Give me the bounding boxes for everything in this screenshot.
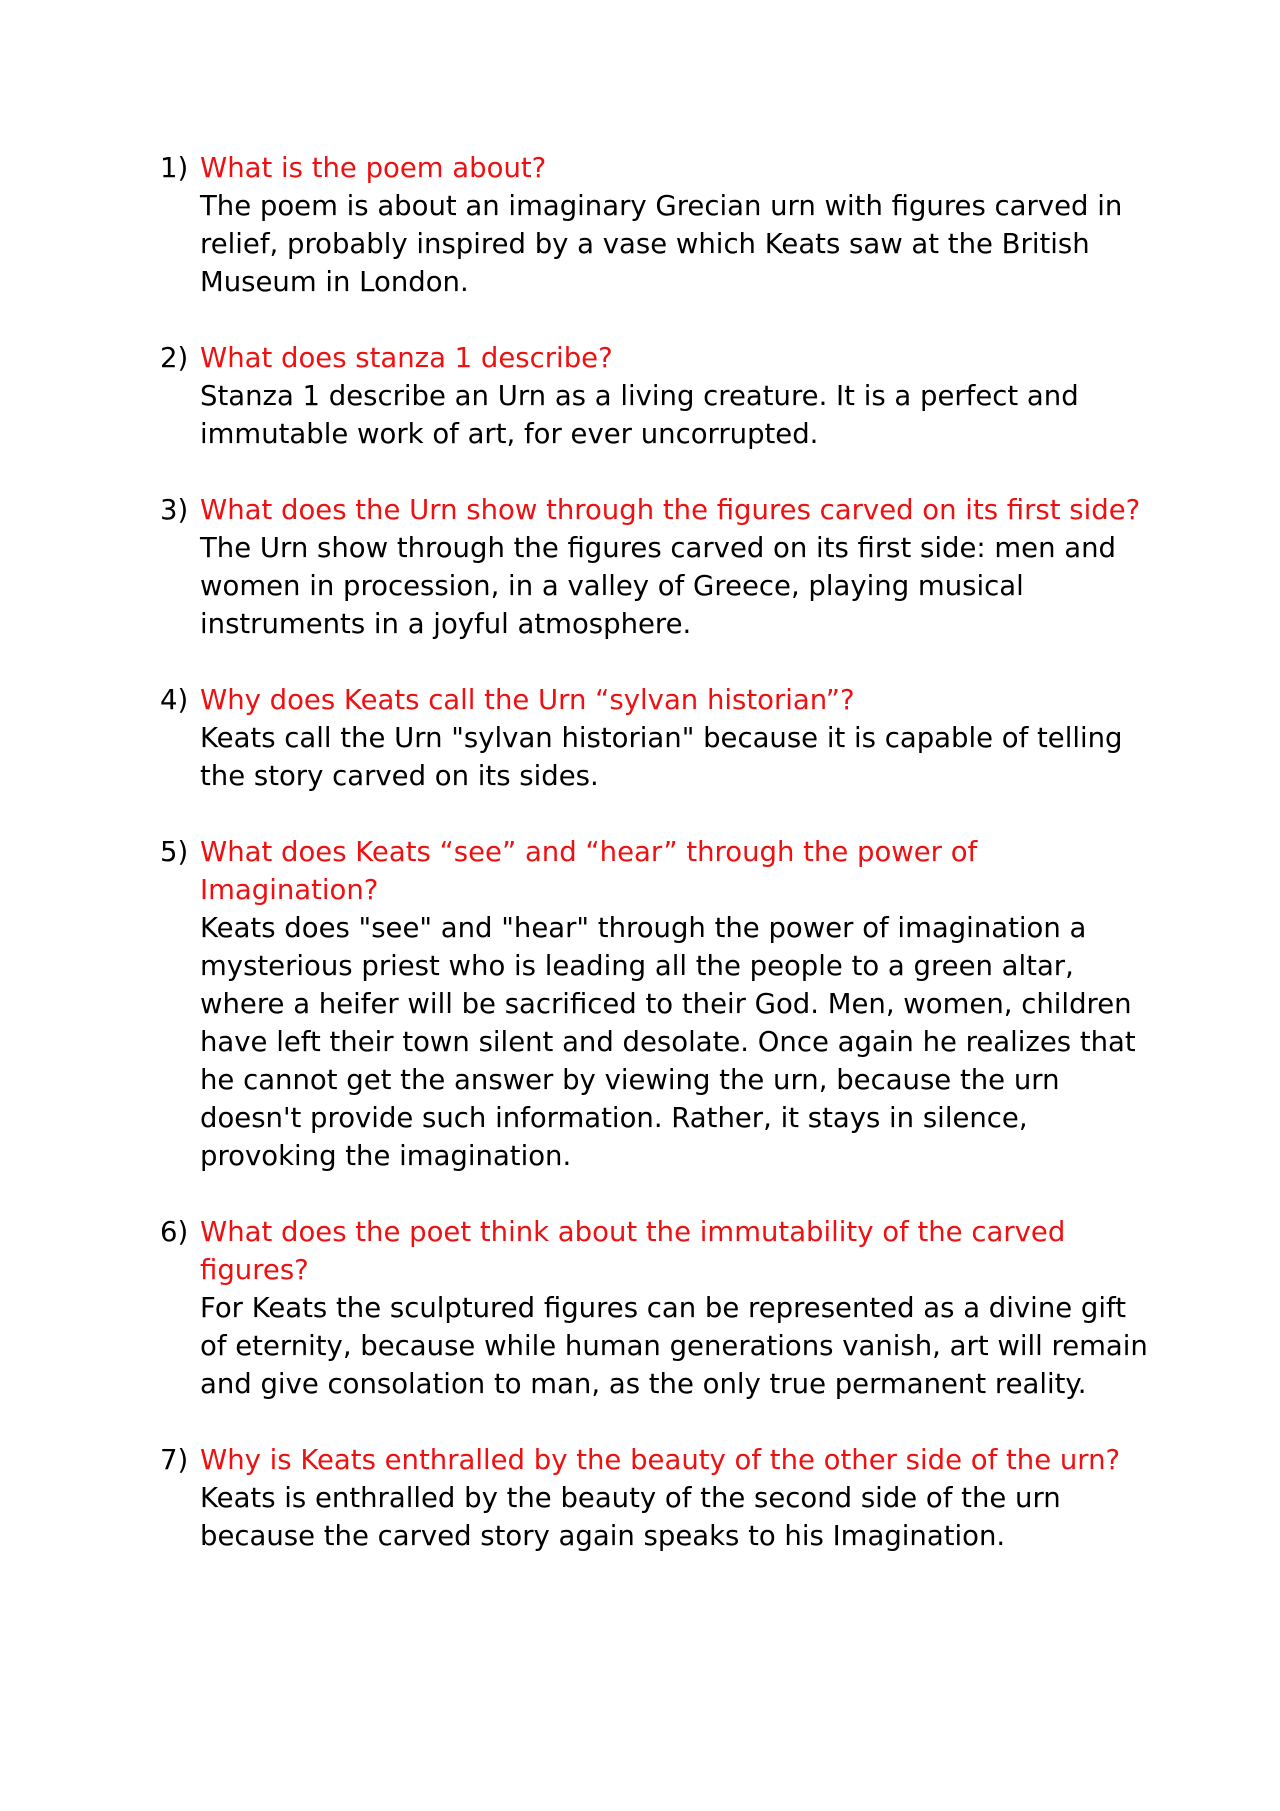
question-text: What is the poem about? <box>200 152 547 184</box>
item-number: 6) <box>160 1216 189 1248</box>
question-text: Why is Keats enthralled by the beauty of the other side of the urn? <box>200 1444 1121 1476</box>
item-number: 4) <box>160 684 189 716</box>
qa-item-4 <box>160 681 1160 795</box>
item-number: 3) <box>160 494 189 526</box>
question-text: Why does Keats call the Urn “sylvan historian”? <box>200 684 855 716</box>
item-number: 2) <box>160 342 189 374</box>
answer-text: For Keats the sculptured figures can be represented as a divine gift of eternity, because while human generations vanish, art will remain and give consolation to man, as the only true permanent reality. <box>200 1292 1148 1400</box>
answer-text: Keats call the Urn "sylvan historian" because it is capable of telling the story carved on its sides. <box>200 722 1123 792</box>
answer-text: Stanza 1 describe an Urn as a living creature. It is a perfect and immutable work of art, for ever uncorrupted. <box>200 380 1079 450</box>
question-text: What does the Urn show through the figures carved on its first side? <box>200 494 1141 526</box>
qa-item-5 <box>160 833 1160 1175</box>
question-text: What does the poet think about the immutability of the carved figures? <box>200 1216 1066 1286</box>
answer-text: Keats does "see" and "hear" through the power of imagination a mysterious priest who is leading all the people to a green altar, where a heifer will be sacrificed to their God. Men, women, children have left their town silent and desolate. Once again he realizes that he cannot get the answer by viewing the urn, because the urn doesn't provide such information. Rather, it stays in silence, provoking the imagination. <box>200 912 1136 1172</box>
question-answer-list <box>160 149 1160 1593</box>
answer-text: The Urn show through the figures carved on its first side: men and women in procession, in a valley of Greece, playing musical instruments in a joyful atmosphere. <box>200 532 1116 640</box>
question-text: What does stanza 1 describe? <box>200 342 613 374</box>
qa-item-2 <box>160 339 1160 453</box>
qa-item-6 <box>160 1213 1160 1403</box>
question-text: What does Keats “see” and “hear” through the power of Imagination? <box>200 836 978 906</box>
item-number: 5) <box>160 836 189 868</box>
item-number: 7) <box>160 1444 189 1476</box>
qa-item-7 <box>160 1441 1160 1555</box>
answer-text: The poem is about an imaginary Grecian urn with figures carved in relief, probably inspired by a vase which Keats saw at the British Museum in London. <box>200 190 1123 298</box>
qa-item-1 <box>160 149 1160 301</box>
qa-item-3 <box>160 491 1160 643</box>
item-number: 1) <box>160 152 189 184</box>
answer-text: Keats is enthralled by the beauty of the second side of the urn because the carved story again speaks to his Imagination. <box>200 1482 1061 1552</box>
